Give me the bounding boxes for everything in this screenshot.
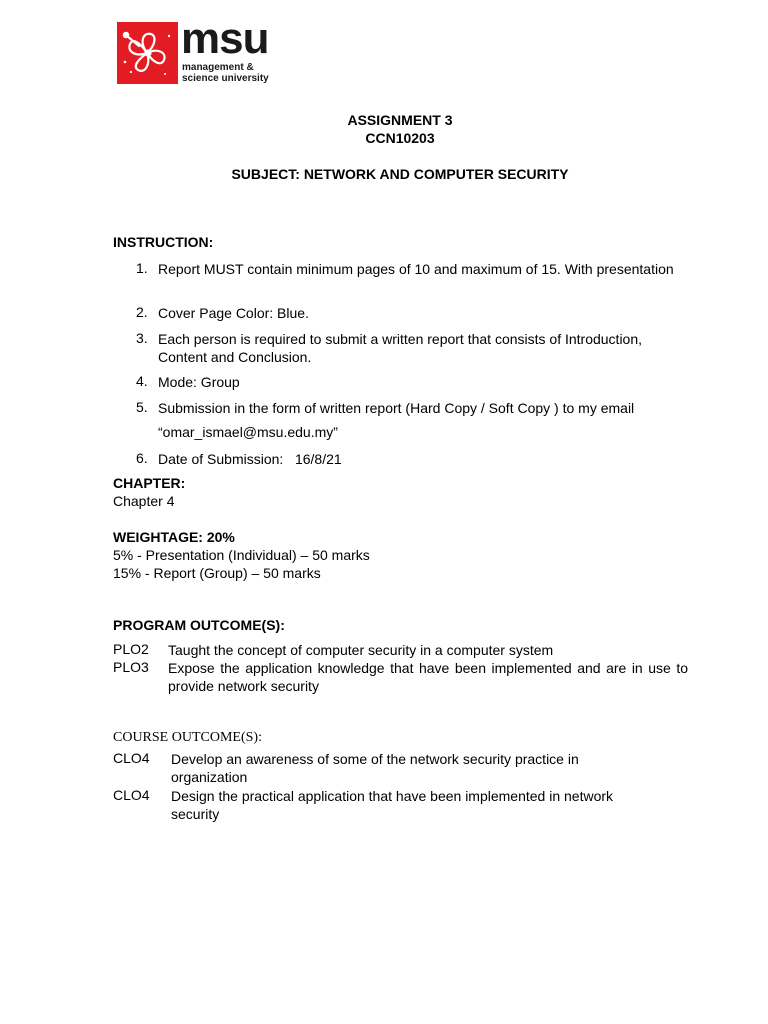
logo-wordmark: msu — [181, 14, 269, 63]
weightage-line: 15% - Report (Group) – 50 marks — [113, 565, 321, 581]
subject-title: SUBJECT: NETWORK AND COMPUTER SECURITY — [231, 166, 569, 182]
outcome-text: Develop an awareness of some of the network security practice in organization — [171, 751, 579, 785]
hibiscus-icon — [117, 22, 178, 84]
course-code: CCN10203 — [365, 130, 435, 146]
item-text: Date of Submission: 16/8/21 — [158, 451, 342, 467]
weightage-heading: WEIGHTAGE: 20% — [113, 529, 235, 545]
item-text: Report MUST contain minimum pages of 10 and maximum of 15. With presentation — [158, 261, 674, 277]
weightage-line: 5% - Presentation (Individual) – 50 marks — [113, 547, 370, 563]
assignment-title: ASSIGNMENT 3 — [347, 112, 453, 128]
outcome-text: Taught the concept of computer security in a computer system — [168, 642, 554, 658]
item-text: Mode: Group — [158, 374, 240, 390]
outcome-text: Design the practical application that have been implemented in network security — [171, 788, 614, 822]
outcome-code: PLO3 — [113, 659, 149, 675]
logo-emblem — [117, 22, 178, 84]
outcome-code: PLO2 — [113, 641, 149, 657]
item-number: 3. — [136, 330, 148, 346]
msu-logo — [117, 14, 292, 88]
outcome-code: CLO4 — [113, 750, 150, 766]
program-outcomes-heading: PROGRAM OUTCOME(S): — [113, 617, 285, 633]
chapter-heading: CHAPTER: — [113, 475, 186, 491]
course-outcomes-heading: COURSE OUTCOME(S): — [113, 730, 262, 745]
item-number: 2. — [136, 304, 148, 320]
instruction-heading: INSTRUCTION: — [113, 234, 214, 250]
item-text: Cover Page Color: Blue. — [158, 305, 309, 321]
chapter-value: Chapter 4 — [113, 493, 175, 509]
item-text: Submission in the form of written report (Hard Copy / Soft Copy ) to my email — [158, 400, 635, 416]
item-number: 1. — [136, 260, 148, 276]
item-number: 5. — [136, 399, 148, 415]
item-text: Each person is required to submit a written report that consists of Introduction, Content and Conclusion. — [158, 331, 643, 365]
logo-subtitle: management & science university — [182, 62, 269, 84]
email-text: “omar_ismael@msu.edu.my” — [158, 424, 338, 440]
outcome-text: Expose the application knowledge that have been implemented and are in use to provide network security — [168, 660, 688, 694]
outcome-code: CLO4 — [113, 787, 150, 803]
item-number: 4. — [136, 373, 148, 389]
item-number: 6. — [136, 450, 148, 466]
